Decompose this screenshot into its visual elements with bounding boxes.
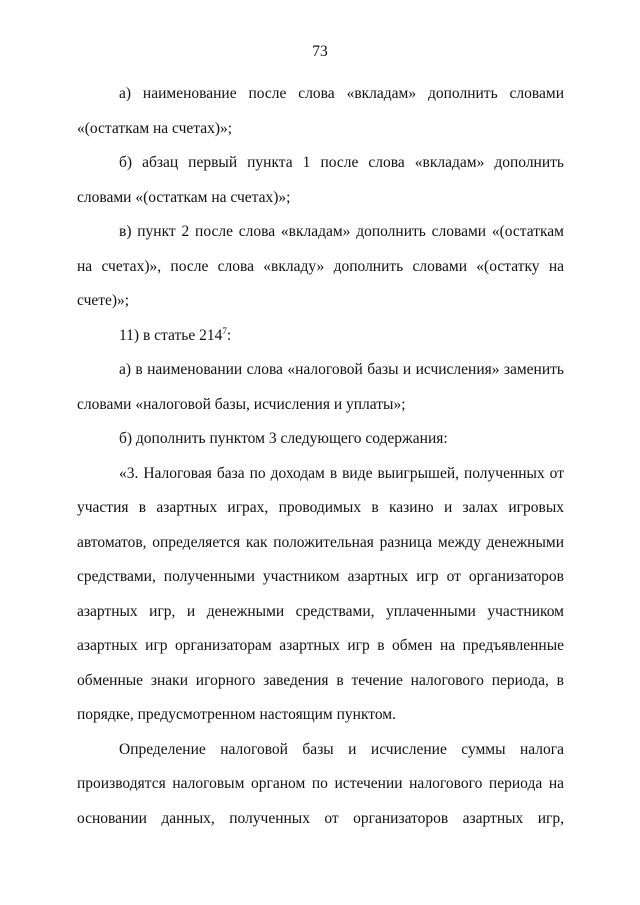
paragraph-point-3-text: «3. Налоговая база по доходам в виде выигрышей, полученных от участия в азартных играх, проводимых в казино и залах игровых автоматов, определяется как положительная разница между денежными средствами, полученными участником азартных игр от организаторов азартных игр, и денежными средствами, уплаченными участником азартных игр организаторам азартных игр в обмен на предъявленные обменные знаки игорного заведения в течение налогового периода, в порядке, предусмотренном настоящим пунктом.: [77, 464, 564, 723]
article-ref-superscript: 7: [222, 325, 227, 336]
paragraph-article-214-7: [77, 319, 564, 354]
paragraph-item-a-title: а) наименование после слова «вкладам» дополнить словами «(остаткам на счетах)»;: [77, 85, 564, 137]
article-ref-prefix: 11) в статье 214: [119, 326, 223, 344]
paragraph-item-b-point-1: б) абзац первый пункта 1 после слова «вкладам» дополнить словами «(остаткам на счетах)»;: [77, 154, 564, 206]
paragraph-item-b-add-point-3: б) дополнить пунктом 3 следующего содержания:: [119, 430, 448, 447]
paragraph-item-v-point-2: в) пункт 2 после слова «вкладам» дополнить словами «(остаткам на счетах)», после слова «вкладу» дополнить словами «(остатку на счете)»;: [77, 223, 564, 309]
paragraph-item-a-rename: а) в наименовании слова «налоговой базы и исчисления» заменить словами «налоговой базы, исчисления и уплаты»;: [77, 361, 564, 413]
article-ref-suffix: :: [226, 326, 232, 344]
page-number: 73: [312, 43, 328, 60]
document-body: [77, 77, 564, 836]
paragraph-tax-base-determination: Определение налоговой базы и исчисление суммы налога производятся налоговым органом по истечении налогового периода на основании данных, полученных от организаторов азартных игр,: [77, 740, 564, 827]
